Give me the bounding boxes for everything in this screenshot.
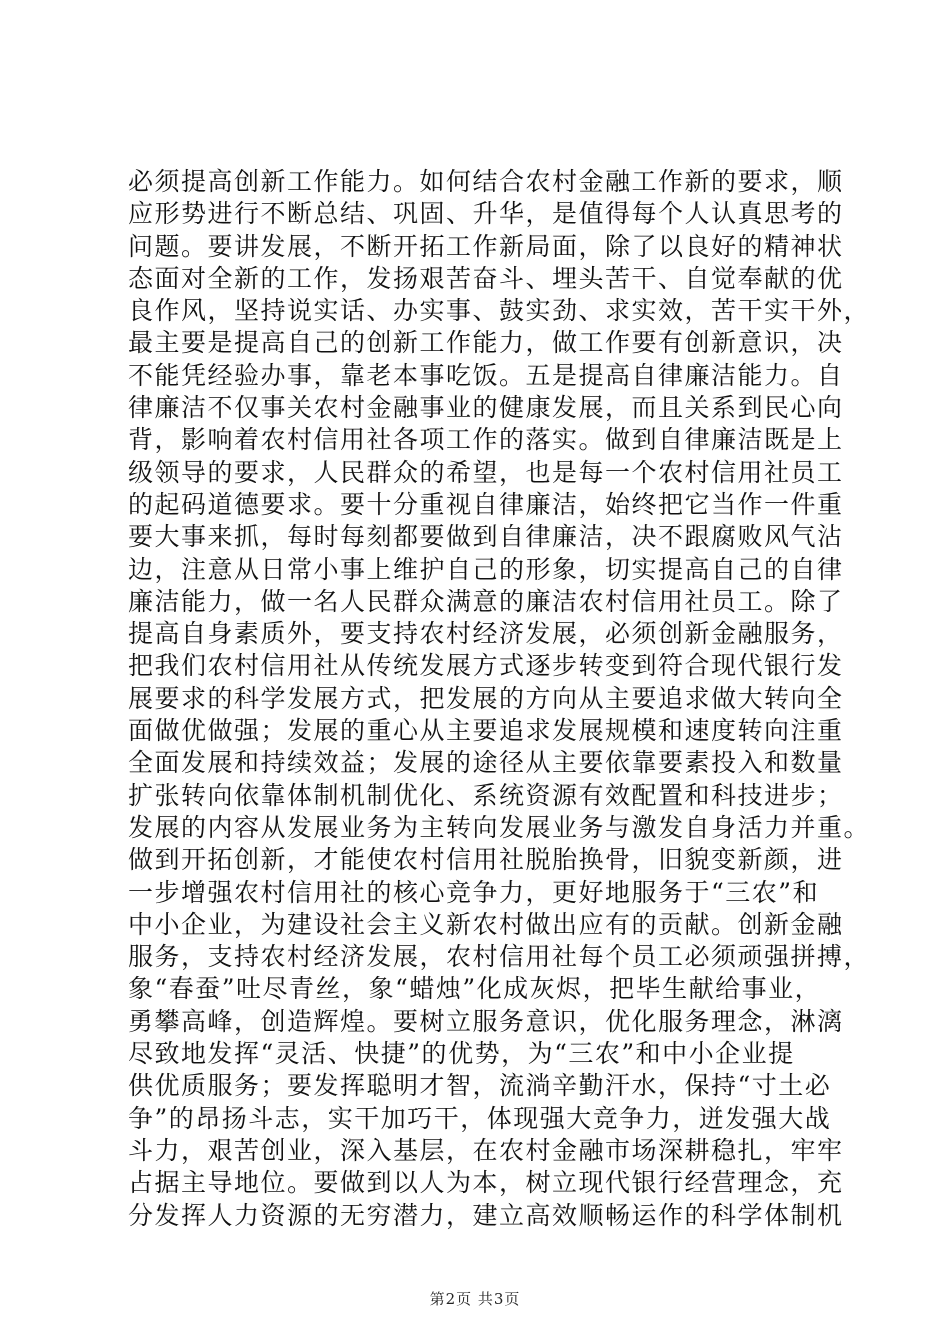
text-line: 展要求的科学发展方式，把发展的方向从主要追求做大转向全 <box>128 683 844 713</box>
text-line: 勇攀高峰，创造辉煌。要树立服务意识，优化服务理念，淋漓 <box>128 1006 844 1036</box>
text-line: 必须提高创新工作能力。如何结合农村金融工作新的要求，顺 <box>128 167 844 196</box>
text-line: 供优质服务；要发挥聪明才智，流淌辛勤汗水，保持“寸土必 <box>128 1071 832 1101</box>
text-line: 应形势进行不断总结、巩固、升华，是值得每个人认真思考的 <box>128 199 844 229</box>
text-line: 问题。要讲发展，不断开拓工作新局面，除了以良好的精神状 <box>128 231 844 261</box>
text-line: 服务，支持农村经济发展，农村信用社每个员工必须顽强拼搏， <box>128 942 871 972</box>
text-line: 做到开拓创新，才能使农村信用社脱胎换骨，旧貌变新颜，进 <box>128 845 844 875</box>
text-line: 扩张转向依靠体制机制优化、系统资源有效配置和科技进步； <box>128 780 844 810</box>
text-line: 尽致地发挥“灵活、快捷”的优势，为“三农”和中小企业提 <box>128 1039 795 1069</box>
text-line: 把我们农村信用社从传统发展方式逐步转变到符合现代银行发 <box>128 651 844 681</box>
text-line: 面做优做强；发展的重心从主要追求发展规模和速度转向注重 <box>128 716 844 746</box>
text-line: 的起码道德要求。要十分重视自律廉洁，始终把它当作一件重 <box>128 489 844 519</box>
text-line: 边，注意从日常小事上维护自己的形象，切实提高自己的自律 <box>128 554 844 584</box>
page-footer <box>0 1288 950 1309</box>
text-line: 分发挥人力资源的无穷潜力，建立高效顺畅运作的科学体制机 <box>128 1200 844 1230</box>
text-line: 发展的内容从发展业务为主转向发展业务与激发自身活力并重。 <box>128 812 871 842</box>
page-number: 第2页 共3页 <box>429 1290 521 1308</box>
text-line: 律廉洁不仅事关农村金融事业的健康发展，而且关系到民心向 <box>128 393 844 423</box>
body-text <box>128 166 871 1232</box>
text-line: 中小企业，为建设社会主义新农村做出应有的贡献。创新金融 <box>128 909 844 939</box>
text-line: 背，影响着农村信用社各项工作的落实。做到自律廉洁既是上 <box>128 425 844 455</box>
text-line: 最主要是提高自己的创新工作能力，做工作要有创新意识，决 <box>128 328 844 358</box>
text-line: 良作风，坚持说实话、办实事、鼓实劲、求实效，苦干实干外， <box>128 296 871 326</box>
text-line: 不能凭经验办事，靠老本事吃饭。五是提高自律廉洁能力。自 <box>128 360 844 390</box>
text-line: 要大事来抓，每时每刻都要做到自律廉洁，决不跟腐败风气沾 <box>128 522 844 552</box>
text-line: 占据主导地位。要做到以人为本，树立现代银行经营理念，充 <box>128 1168 844 1198</box>
text-line: 斗力，艰苦创业，深入基层，在农村金融市场深耕稳扎，牢牢 <box>128 1135 844 1165</box>
text-line: 态面对全新的工作，发扬艰苦奋斗、埋头苦干、自觉奉献的优 <box>128 263 844 293</box>
text-line: 廉洁能力，做一名人民群众满意的廉洁农村信用社员工。除了 <box>128 586 844 616</box>
text-line: 全面发展和持续效益；发展的途径从主要依靠要素投入和数量 <box>128 748 844 778</box>
text-line: 争”的昂扬斗志，实干加巧干，体现强大竞争力，迸发强大战 <box>128 1103 832 1133</box>
text-line: 象“春蚕”吐尽青丝，象“蜡烛”化成灰烬，把毕生献给事业， <box>128 974 822 1004</box>
text-line: 级领导的要求，人民群众的希望，也是每一个农村信用社员工 <box>128 457 844 487</box>
text-line: 一步增强农村信用社的核心竞争力，更好地服务于“三农”和 <box>128 877 820 907</box>
text-line: 提高自身素质外，要支持农村经济发展，必须创新金融服务， <box>128 619 844 649</box>
